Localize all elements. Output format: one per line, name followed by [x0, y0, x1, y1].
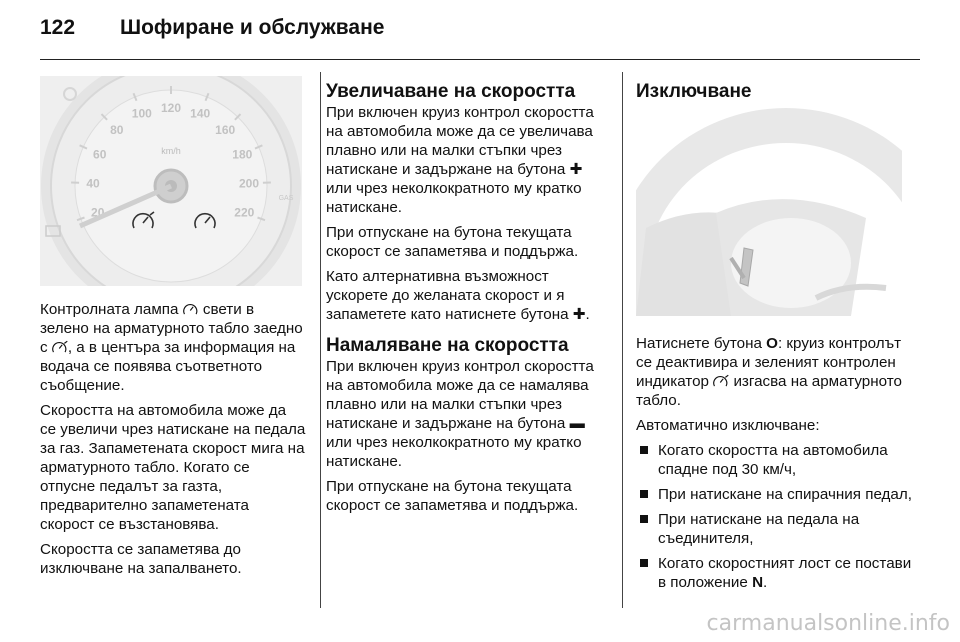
right-column — [636, 80, 920, 103]
paragraph-increase-1: При включен круиз контрол скоростта на автомобила може да се увеличава плавно или на малки стъпки чрез натискане и задържане на бутона ✚ или чрез неколкократното му кратко натискане. — [326, 104, 594, 216]
gauge-tick-label: 220 — [234, 205, 255, 220]
middle-column — [326, 80, 608, 521]
list-item: Когато скоростният лост се постави в положение N. — [636, 554, 920, 592]
paragraph-speed-stored: Скоростта се запаметява до изключване на запалването. — [40, 541, 242, 577]
cruise-control-icon — [183, 302, 199, 316]
header-rule — [40, 59, 920, 60]
cruise-control-speed-icon — [52, 340, 68, 354]
gauge-tick-label: 100 — [131, 106, 152, 121]
right-column-text — [636, 334, 920, 598]
watermark: carmanualsonline.info — [706, 611, 950, 636]
steering-wheel-drawing — [636, 108, 902, 316]
list-item: При натискане на спирачния педал, — [636, 485, 920, 504]
column-divider-1 — [320, 72, 321, 608]
paragraph-decrease-2: При отпускане на бутона текущата скорост се запаметява и поддържа. — [326, 478, 579, 514]
paragraph-increase-2: При отпускане на бутона текущата скорост се запаметява и поддържа. — [326, 224, 579, 260]
paragraph-auto-off: Автоматично изключване: — [636, 417, 820, 434]
list-item: При натискане на педала на съединителя, — [636, 510, 920, 548]
speedometer-illustration — [40, 76, 302, 286]
auto-off-list — [636, 441, 920, 592]
paragraph-indicator: Контролната лампа свети в зелено на арматурното табло заедно с , а в центъра за информация на водача се появява съответното съобщение. — [40, 301, 303, 394]
minus-icon: ▬ — [569, 415, 585, 432]
gauge-tick-label: 120 — [160, 101, 182, 115]
column-divider-2 — [622, 72, 623, 608]
gauge-tick-label: 200 — [238, 176, 260, 191]
gauge-tick-label: 160 — [215, 122, 236, 137]
list-item: Когато скоростта на автомобила спадне под 30 км/ч, — [636, 441, 920, 479]
heading-increase-speed: Увеличаване на скоростта — [326, 81, 576, 102]
gauge-tick-label: 60 — [93, 147, 107, 162]
paragraph-speed-increase-pedal: Скоростта на автомобила може да се увеличи чрез натискане на педала за газ. Запаметената скорост мига на арматурното табло. Когато се отпусне педалът за газта, предварително запаметената скорост се възстановява. — [40, 402, 306, 533]
heading-decrease-speed: Намаляване на скоростта — [326, 335, 569, 356]
left-column — [40, 300, 306, 584]
gauge-unit-label: km/h — [161, 146, 181, 156]
page-header — [40, 16, 920, 56]
gauge-tick-label: 20 — [91, 205, 105, 220]
paragraph-switch-off: Натиснете бутона O: круиз контролът се деактивира и зеленият контролен индикатор изгасва на арматурното табло. — [636, 335, 902, 409]
gauge-gas-label: GAS — [278, 195, 294, 202]
gauge-tick-label: 140 — [190, 106, 211, 121]
speedometer-drawing — [40, 76, 302, 286]
gauge-tick-label: 80 — [110, 122, 124, 137]
page-number: 122 — [40, 16, 76, 39]
gauge-tick-label: 180 — [232, 147, 253, 162]
cruise-off-button-icon: O — [766, 335, 778, 352]
heading-switch-off: Изключване — [636, 81, 752, 102]
plus-icon: ✚ — [572, 306, 586, 323]
cruise-control-speed-icon — [713, 374, 729, 388]
steering-wheel-illustration — [636, 108, 902, 316]
gauge-tick-label: 40 — [86, 176, 100, 191]
paragraph-increase-3: Като алтернативна възможност ускорете до желаната скорост и я запаметете като натиснете бутона ✚. — [326, 268, 590, 323]
page-title: Шофиране и обслужване — [120, 16, 385, 39]
paragraph-decrease-1: При включен круиз контрол скоростта на автомобила може да се намалява плавно или на малки стъпки чрез натискане и задържане на бутона ▬ или чрез неколкократното му кратко натискане. — [326, 358, 594, 470]
plus-icon: ✚ — [569, 161, 583, 178]
